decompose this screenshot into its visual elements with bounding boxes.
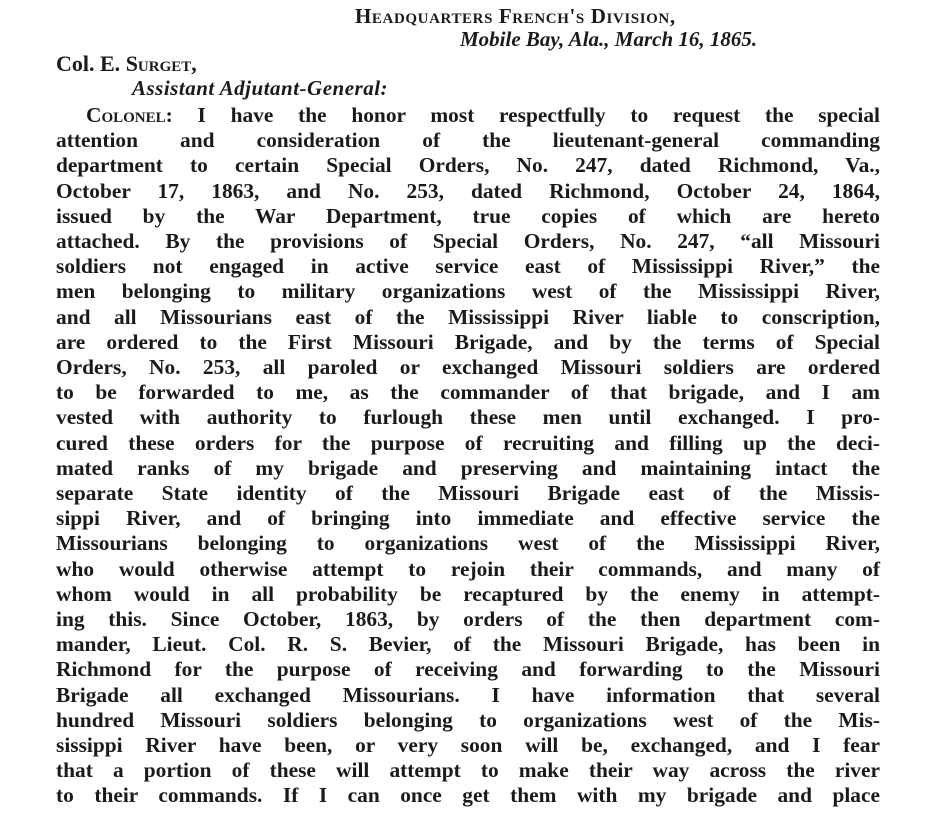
body-line: whom would in all probability be recaptured by the enemy in attempt- [56,581,880,606]
body-line: to be forwarded to me, as the commander of that brigade, and I am [56,380,880,405]
body-line: October 17, 1863, and No. 253, dated Richmond, October 24, 1864, [56,178,880,203]
addressee-name-surname: Surget, [125,51,197,76]
body-line: cured these orders for the purpose of recruiting and filling up the deci- [56,430,880,455]
addressee-name-prefix: Col. E. [56,51,121,76]
letter-heading: Headquarters French's Division, [355,4,676,28]
body-line: that a portion of these will attempt to make their way across the river [56,758,880,783]
body-line: Richmond for the purpose of receiving and forwarding to the Missouri [56,657,880,682]
salutation: Colonel: [86,103,173,127]
body-line-text: I have the honor most respectfully to request the special [172,103,880,127]
body-line: attention and consideration of the lieutenant-general commanding [56,128,880,153]
addressee-name [56,52,197,76]
body-line: department to certain Special Orders, No. 247, dated Richmond, Va., [56,153,880,178]
body-line: separate State identity of the Missouri Brigade east of the Missis- [56,481,880,506]
body-line: and all Missourians east of the Mississippi River liable to conscription, [56,304,880,329]
body-line: Orders, No. 253, all paroled or exchanged Missouri soldiers are ordered [56,355,880,380]
letter-body [56,103,880,809]
body-line: soldiers not engaged in active service east of Mississippi River,” the [56,254,880,279]
body-line [56,103,880,128]
body-line: ing this. Since October, 1863, by orders of the then department com- [56,607,880,632]
body-line: who would otherwise attempt to rejoin their commands, and many of [56,556,880,581]
body-line: vested with authority to furlough these men until exchanged. I pro- [56,405,880,430]
body-line: issued by the War Department, true copies of which are hereto [56,203,880,228]
addressee-title: Assistant Adjutant-General: [132,76,389,100]
body-line: Missourians belonging to organizations west of the Mississippi River, [56,531,880,556]
body-line: sissippi River have been, or very soon will be, exchanged, and I fear [56,733,880,758]
body-line: to their commands. If I can once get them with my brigade and place [56,783,880,808]
body-line: attached. By the provisions of Special Orders, No. 247, “all Missouri [56,229,880,254]
body-line: men belonging to military organizations west of the Mississippi River, [56,279,880,304]
body-line: mated ranks of my brigade and preserving and maintaining intact the [56,455,880,480]
body-line: sippi River, and of bringing into immediate and effective service the [56,506,880,531]
body-line: hundred Missouri soldiers belonging to organizations west of the Mis- [56,707,880,732]
body-line: mander, Lieut. Col. R. S. Bevier, of the Missouri Brigade, has been in [56,632,880,657]
letter-dateline: Mobile Bay, Ala., March 16, 1865. [460,27,758,51]
body-line: are ordered to the First Missouri Brigade, and by the terms of Special [56,329,880,354]
body-line: Brigade all exchanged Missourians. I have information that several [56,682,880,707]
